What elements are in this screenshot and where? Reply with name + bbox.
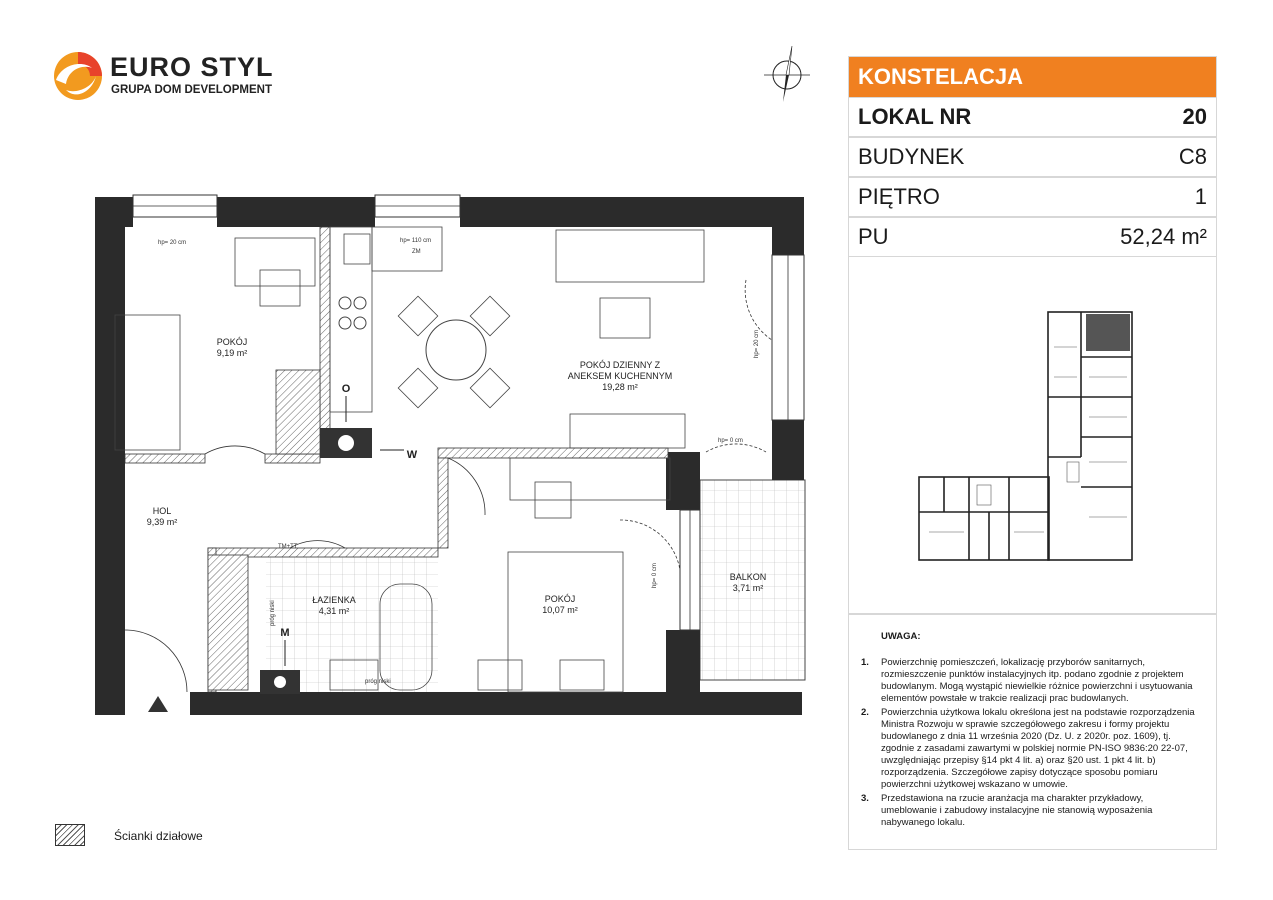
note-text: Przedstawiona na rzucie aranżacja ma charakter przykładowy, umeblowanie i zabudowy instalacyjne nie stanowią wyposażenia nabywanego lokalu. <box>881 793 1153 828</box>
notes-list <box>861 657 1201 831</box>
kitchen-counter <box>330 227 372 412</box>
logo-subtitle: GRUPA DOM DEVELOPMENT <box>111 84 273 96</box>
room-pokoj-2-name: POKÓJ <box>544 594 576 604</box>
legend-label: Ścianki działowe <box>114 829 203 843</box>
room-dzienny-area: 19,28 m² <box>602 382 638 392</box>
info-row-budynek <box>848 137 1217 177</box>
room-pokoj-1-area: 9,19 m² <box>216 348 248 358</box>
partition-hatch-swatch <box>55 824 85 846</box>
info-label: PIĘTRO <box>858 184 940 209</box>
room-lazienka-area: 4,31 m² <box>318 606 350 616</box>
room-pokoj-1-name: POKÓJ <box>216 337 248 347</box>
mark-tmtt: TM+TT <box>278 544 298 550</box>
note-text: Powierzchnię pomieszczeń, lokalizację przyborów sanitarnych, rozmieszczenie punktów instalacyjnych itp. podano zgodnie z projektem budowlanym. Mogą wystąpić niewielkie różnice powierzchni i usytuowania elementów powstałe w trakcie realizacji prac budowlanych. <box>881 657 1193 704</box>
info-label: LOKAL NR <box>858 104 972 129</box>
room-dzienny-name-2: ANEKSEM KUCHENNYM <box>567 371 673 381</box>
note-text: Powierzchnia użytkowa lokalu określona jest na podstawie rozporządzenia Ministra Rozwoju w sprawie szczegółowego zakresu i formy projektu budowlanego z dnia 11 września 2020 (Dz. U. z 2020r. poz. 1609), tj. zgodnie z zasadami zawartymi w polskiej normie PN-ISO 9836:20 22-07, uwzględniając przepisy §14 pkt 4 lit. a) oraz §20 ust. 1 pkt 4 lit. b) rozporządzenia. Szczegółowe zapisy dotyczące sposobu pomiaru powierzchni użytkowej wskazano w umowie. <box>881 707 1195 790</box>
note-item <box>861 657 1201 705</box>
info-value: 52,24 m² <box>1120 224 1207 249</box>
room-balkon-name: BALKON <box>729 572 767 582</box>
mark-prog-niski-1: próg niski <box>270 600 276 626</box>
info-label: PU <box>858 224 889 249</box>
project-header <box>848 56 1217 97</box>
mark-o: O <box>341 383 351 395</box>
mark-hp0a: hp= 0 cm <box>718 438 743 444</box>
mark-zm: ZM <box>412 249 421 255</box>
mark-prog-niski-2: próg niski <box>365 679 391 685</box>
dining-table <box>426 320 486 380</box>
info-value: 20 <box>1182 104 1207 129</box>
entrance-arrow-icon <box>148 696 168 712</box>
info-value: 1 <box>1194 184 1207 209</box>
note-number: 3. <box>861 793 869 804</box>
room-dzienny-name-1: POKÓJ DZIENNY Z <box>579 360 661 370</box>
logo-brand: EURO STYL <box>110 52 274 82</box>
room-lazienka-name: ŁAZIENKA <box>312 595 356 605</box>
note-number: 1. <box>861 657 869 668</box>
info-row-pu <box>848 217 1217 257</box>
mark-hp110: hp= 110 cm <box>400 238 432 244</box>
note-item <box>861 707 1201 791</box>
room-hol-name: HOL <box>152 506 172 516</box>
info-value: C8 <box>1178 144 1207 169</box>
room-pokoj-2-area: 10,07 m² <box>542 605 578 615</box>
mark-hp20b: hp= 20 cm <box>754 329 760 358</box>
logo-mark-icon <box>52 50 104 102</box>
room-hol-area: 9,39 m² <box>146 517 178 527</box>
logo <box>52 48 292 104</box>
key-plan-box <box>848 257 1217 614</box>
notes-title: UWAGA: <box>881 631 921 642</box>
note-item <box>861 793 1201 829</box>
mark-hp20a: hp= 20 cm <box>158 240 187 246</box>
mark-w: W <box>406 449 418 461</box>
unit-highlight <box>1086 314 1130 351</box>
mark-hp0b: hp= 0 cm <box>652 563 658 588</box>
mark-m: M <box>280 627 290 639</box>
notes-box <box>848 614 1217 850</box>
floor-plan <box>90 190 825 720</box>
building-key-plan <box>849 257 1218 614</box>
unit-info-table <box>848 56 1217 257</box>
info-label: BUDYNEK <box>858 144 965 169</box>
info-row-pietro <box>848 177 1217 217</box>
sofa <box>556 230 704 282</box>
room-balkon-area: 3,71 m² <box>732 583 764 593</box>
project-name: KONSTELACJA <box>858 64 1024 89</box>
north-arrow-icon <box>756 44 818 106</box>
info-row-lokal <box>848 97 1217 137</box>
note-number: 2. <box>861 707 869 718</box>
